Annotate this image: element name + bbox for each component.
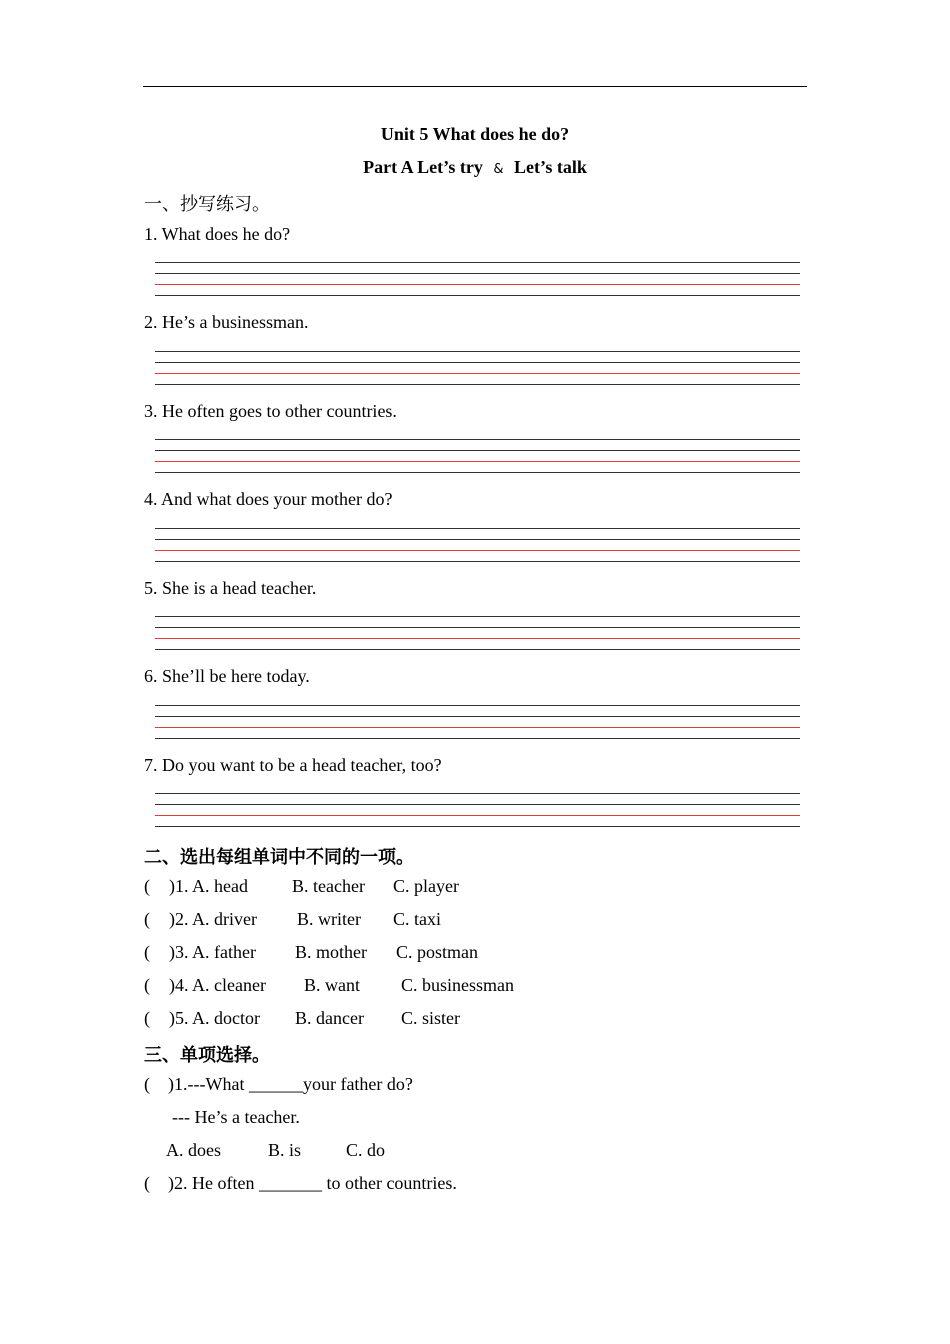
answer-paren[interactable]: ( bbox=[144, 942, 150, 962]
writing-lines-5[interactable] bbox=[155, 616, 800, 652]
option-b: B. is bbox=[268, 1140, 302, 1160]
option-c: C. taxi bbox=[393, 909, 441, 929]
option-c: C. postman bbox=[396, 942, 479, 962]
copy-sentence-4: 4. And what does your mother do? bbox=[144, 489, 393, 509]
option-b: B. teacher bbox=[292, 876, 365, 896]
copy-sentence-7: 7. Do you want to be a head teacher, too? bbox=[144, 755, 442, 775]
subtitle-part-a: Part A Let’s try bbox=[363, 157, 483, 177]
option-a: )5. A. doctor bbox=[169, 1008, 260, 1028]
option-b: B. writer bbox=[297, 909, 361, 929]
option-b: B. dancer bbox=[295, 1008, 364, 1028]
copy-sentence-6: 6. She’ll be here today. bbox=[144, 666, 310, 686]
writing-lines-1[interactable] bbox=[155, 262, 800, 298]
option-c: C. businessman bbox=[401, 975, 515, 995]
writing-lines-4[interactable] bbox=[155, 528, 800, 564]
answer-paren[interactable]: ( bbox=[144, 975, 150, 995]
writing-lines-6[interactable] bbox=[155, 705, 800, 741]
section2-heading: 二、选出每组单词中不同的一项。 bbox=[144, 847, 414, 868]
copy-sentence-3: 3. He often goes to other countries. bbox=[144, 401, 397, 421]
option-a: )1. A. head bbox=[169, 876, 248, 896]
answer-paren[interactable]: ( bbox=[144, 876, 150, 896]
question-1-reply: --- He’s a teacher. bbox=[172, 1107, 300, 1127]
option-a: )3. A. father bbox=[169, 942, 256, 962]
writing-lines-3[interactable] bbox=[155, 439, 800, 475]
option-c: C. player bbox=[393, 876, 459, 896]
option-a: )2. A. driver bbox=[169, 909, 257, 929]
subtitle-part-b: Let’s talk bbox=[514, 157, 587, 177]
copy-sentence-2: 2. He’s a businessman. bbox=[144, 312, 309, 332]
header-rule bbox=[143, 86, 807, 87]
writing-lines-7[interactable] bbox=[155, 793, 800, 829]
option-c: C. do bbox=[346, 1140, 386, 1160]
writing-lines-2[interactable] bbox=[155, 351, 800, 387]
copy-sentence-1: 1. What does he do? bbox=[144, 224, 291, 244]
option-c: C. sister bbox=[401, 1008, 461, 1028]
page-title: Unit 5 What does he do? bbox=[380, 124, 570, 144]
section1-heading: 一、抄写练习。 bbox=[144, 194, 270, 215]
answer-paren[interactable]: ( bbox=[144, 1008, 150, 1028]
answer-paren[interactable]: ( bbox=[144, 909, 150, 929]
option-a: )4. A. cleaner bbox=[169, 975, 266, 995]
question-2: ( )2. He often _______ to other countries. bbox=[144, 1173, 457, 1193]
copy-sentence-5: 5. She is a head teacher. bbox=[144, 578, 317, 598]
subtitle-ampersand: & bbox=[493, 162, 504, 177]
page-subtitle bbox=[0, 157, 950, 178]
section3-heading: 三、单项选择。 bbox=[144, 1045, 270, 1066]
option-a: A. does bbox=[166, 1140, 221, 1160]
option-b: B. mother bbox=[295, 942, 367, 962]
option-b: B. want bbox=[304, 975, 360, 995]
question-1: ( )1.---What ______your father do? bbox=[144, 1074, 413, 1094]
